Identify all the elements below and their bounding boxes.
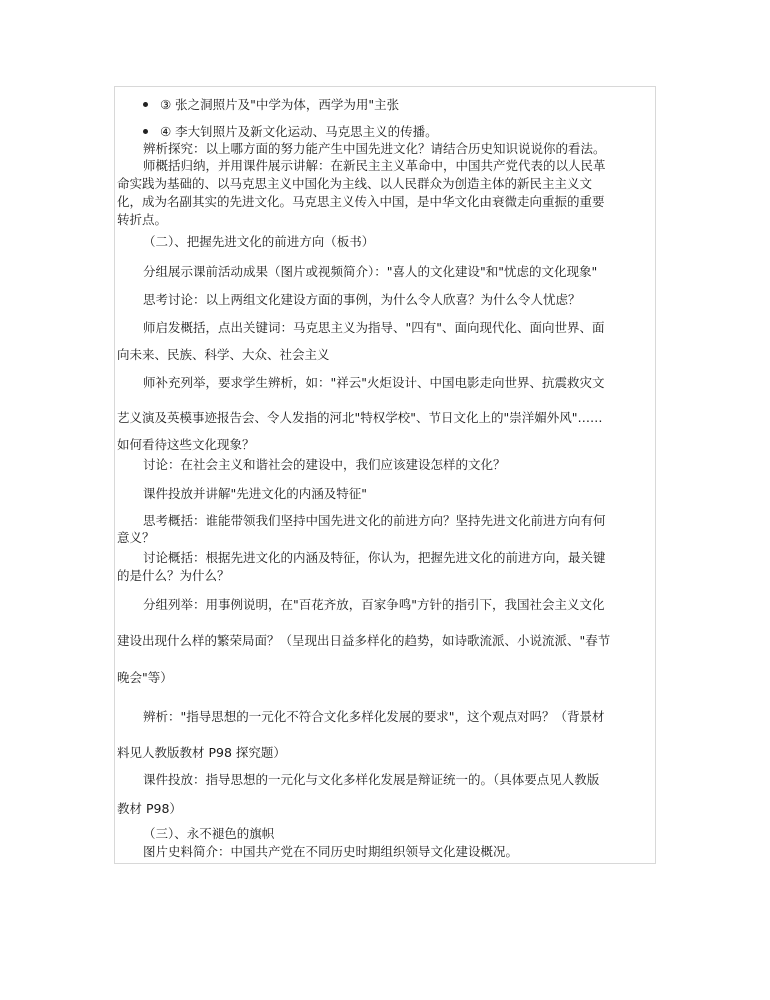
paragraph-line: 思考概括：谁能带领我们坚持中国先进文化的前进方向？坚持先进文化前进方向有何 [143,513,606,528]
paragraph-line: 教材 P98） [117,801,182,816]
paragraph-line: 晚会"等） [117,670,173,685]
paragraph-line: 辨析："指导思想的一元化不符合文化多样化发展的要求"，这个观点对吗？（背景材 [143,709,605,724]
bullet-item: ③ 张之洞照片及"中学为体，西学为用"主张 [160,97,400,112]
paragraph-line: 向未来、民族、科学、大众、社会主义 [117,347,330,362]
paragraph-line: 分组列举：用事例说明，在"百花齐放，百家争鸣"方针的指引下，我国社会主义文化 [143,597,605,612]
paragraph-line: 课件投放并讲解"先进文化的内涵及特征" [143,486,367,501]
section-heading: （三）、永不褪色的旗帜 [143,826,275,841]
bullet-item: ④ 李大钊照片及新文化运动、马克思主义的传播。 [160,124,438,139]
paragraph-line: 师概括归纳，并用课件展示讲解：在新民主主义革命中，中国共产党代表的以人民革 [143,158,606,173]
paragraph-line: 料见人教版教材 P98 探究题） [117,745,286,760]
paragraph-line: 师补充列举，要求学生辨析，如："祥云"火炬设计、中国电影走向世界、抗震救灾文 [143,375,605,390]
paragraph-line: 转折点。 [117,212,168,227]
paragraph-line: 意义？ [117,530,155,545]
paragraph-line: 讨论：在社会主义和谐社会的建设中，我们应该建设怎样的文化？ [143,457,506,472]
paragraph-line: 讨论概括：根据先进文化的内涵及特征，你认为，把握先进文化的前进方向，最关键 [143,550,606,565]
paragraph-line: 图片史料简介：中国共产党在不同历史时期组织领导文化建设概况。 [143,844,519,859]
paragraph-line: 化，成为名副其实的先进文化。马克思主义传入中国，是中华文化由衰微走向重振的重要 [117,194,605,209]
paragraph-line: 艺义演及英模事迹报告会、令人发指的河北"特权学校"、节日文化上的"崇洋媚外风"…… [117,410,603,425]
paragraph-line: 师启发概括，点出关键词：马克思主义为指导、"四有"、面向现代化、面向世界、面 [143,320,605,335]
paragraph-line: 如何看待这些文化现象？ [117,437,255,452]
section-heading: （二）、把握先进文化的前进方向（板书） [143,234,375,249]
paragraph-line: 思考讨论：以上两组文化建设方面的事例，为什么令人欣喜？为什么令人忧虑？ [143,292,581,307]
paragraph-line: 建设出现什么样的繁荣局面？（呈现出日益多样化的趋势，如诗歌流派、小说流派、"春节 [117,633,611,648]
paragraph-line: 的是什么？为什么？ [117,568,230,583]
bullet-dot [143,129,148,134]
paragraph-line: 分组展示课前活动成果（图片或视频简介）："喜人的文化建设"和"忧虑的文化现象" [143,264,598,279]
paragraph-line: 命实践为基础的、以马克思主义中国化为主线、以人民群众为创造主体的新民主主义文 [117,176,593,191]
paragraph-line: 课件投放：指导思想的一元化与文化多样化发展是辩证统一的。（具体要点见人教版 [143,772,600,787]
bullet-dot [143,102,148,107]
paragraph-line: 辨析探究：以上哪方面的努力能产生中国先进文化？请结合历史知识说说你的看法。 [143,141,606,156]
